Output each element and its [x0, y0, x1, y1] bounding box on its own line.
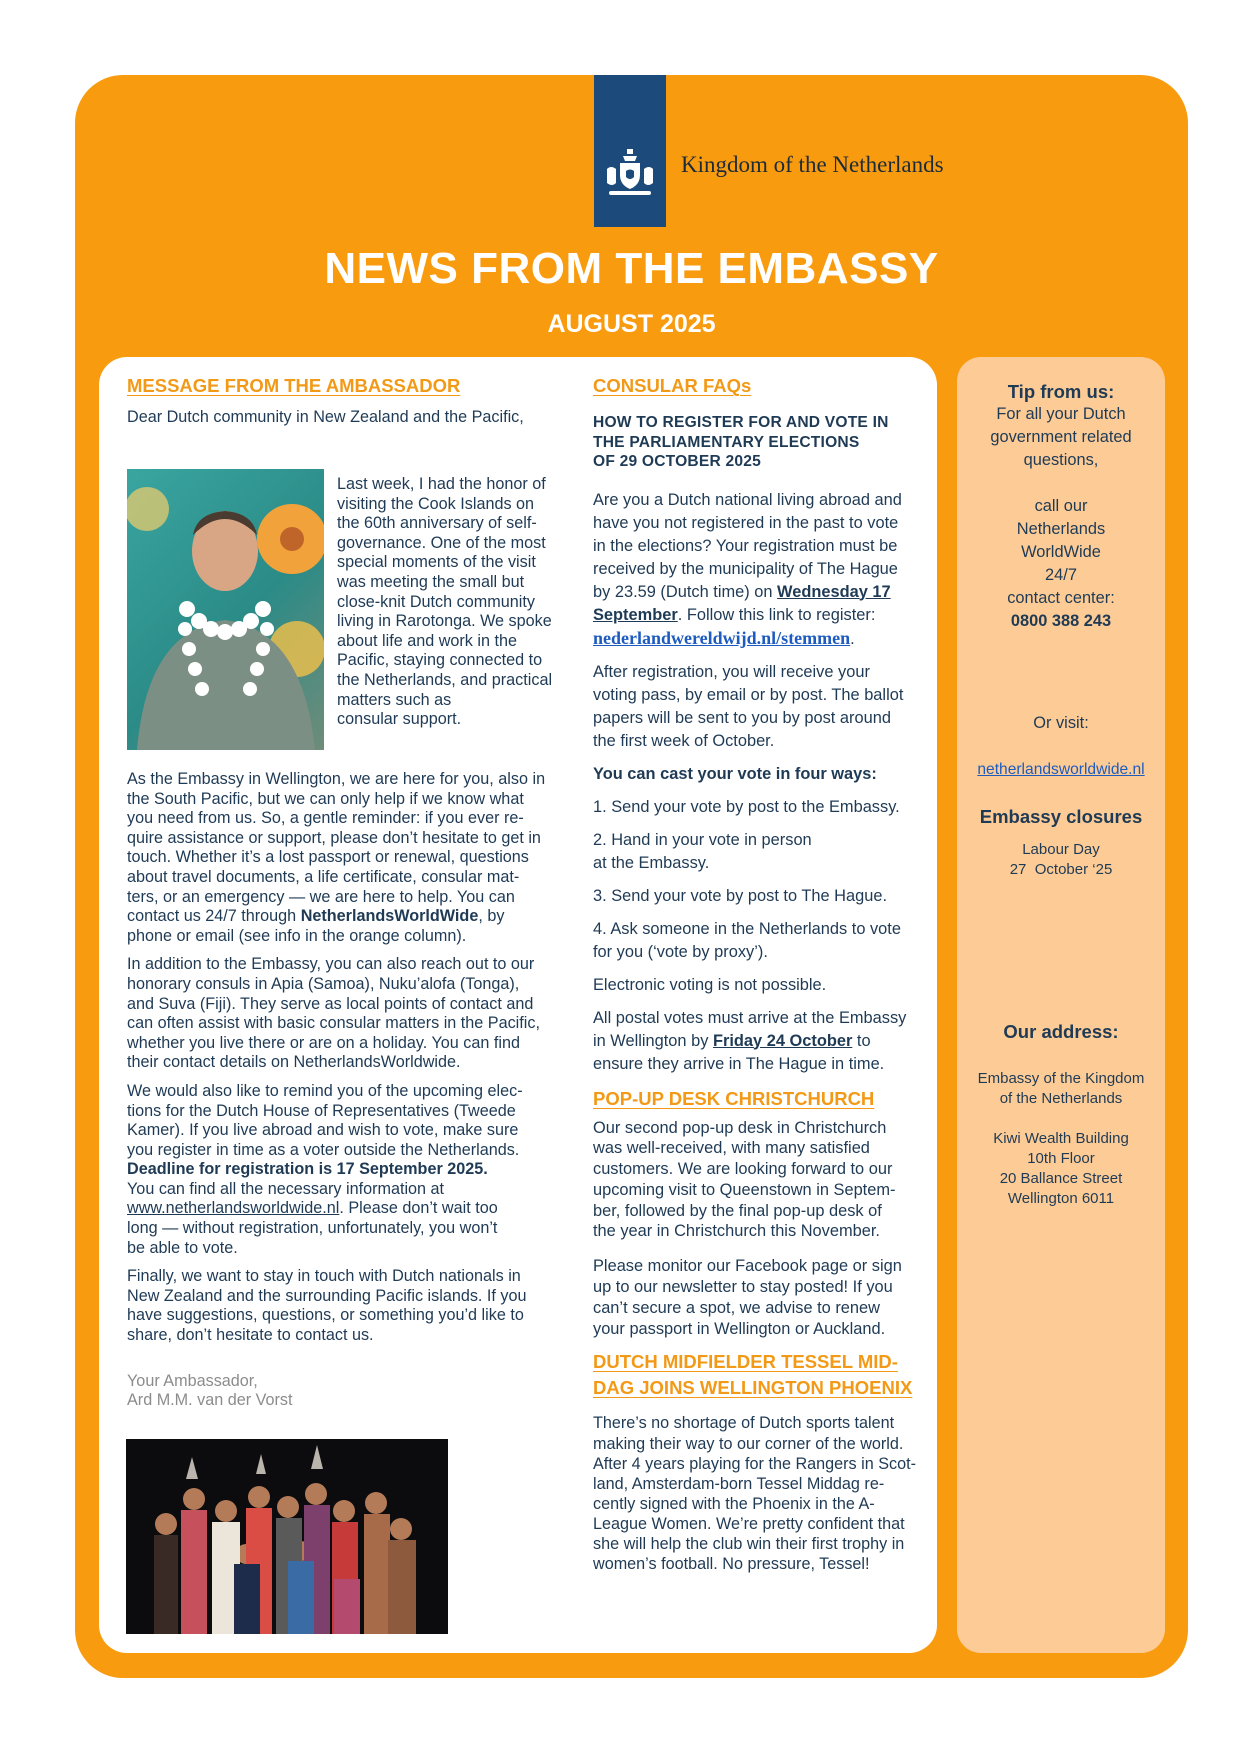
text-line — [593, 604, 919, 627]
popup-paragraph-1 — [593, 1118, 919, 1243]
text-span: contact us 24/7 through — [127, 907, 301, 926]
closures-heading: Embassy closures — [979, 806, 1143, 827]
text-line: whether you live there or are on a holiday. You can find — [127, 1033, 520, 1052]
popup-paragraph-2 — [593, 1256, 919, 1339]
text-line: at the Embassy. — [593, 853, 710, 872]
signature-block — [127, 1372, 577, 1411]
ambassador-intro — [337, 475, 577, 730]
text-line: There’s no shortage of Dutch sports talent — [593, 1414, 895, 1433]
worldwide-name: NetherlandsWorldWide — [300, 907, 479, 926]
visit-block — [957, 712, 1165, 781]
subheading-line: THE PARLIAMENTARY ELECTIONS — [593, 433, 860, 451]
text-line: was well-received, with many satisfied — [593, 1139, 870, 1158]
postal-votes-paragraph — [593, 1007, 919, 1076]
brand-name: Kingdom of the Netherlands — [681, 152, 944, 177]
call-line: Netherlands — [1016, 520, 1106, 538]
text-line: you need from us. So, a gentle reminder: if you ever re- — [127, 809, 524, 828]
text-line: nederlandwereldwijd.nl/stemmen. — [593, 627, 855, 648]
paragraph-stay-in-touch — [127, 1267, 577, 1345]
intro-line: the Netherlands, and practical — [337, 670, 553, 689]
intro-line: was meeting the small but — [337, 572, 525, 591]
text-line — [127, 907, 577, 927]
address-line: of the Netherlands — [999, 1090, 1123, 1107]
tip-heading: Tip from us: — [1007, 381, 1115, 402]
visit-link-line — [957, 758, 1165, 781]
ambassador-heading: MESSAGE FROM THE AMBASSADOR — [127, 375, 461, 396]
intro-line: Pacific, staying connected to — [337, 651, 543, 670]
text-line: have you not registered in the past to vote — [593, 513, 899, 532]
address-line: 20 Ballance Street — [999, 1170, 1123, 1187]
address-line — [957, 1109, 1165, 1129]
consular-column — [593, 373, 919, 1574]
text-line: the year in Christchurch this November. — [593, 1222, 880, 1241]
text-line: Kamer). If you live abroad and wish to vote, make sure — [127, 1121, 519, 1140]
subheading-line: OF 29 OCTOBER 2025 — [593, 453, 761, 470]
sports-paragraph — [593, 1413, 919, 1574]
text-line: As the Embassy in Wellington, we are here for you, also in — [127, 770, 546, 788]
intro-line: matters such as — [337, 690, 452, 709]
call-line: 24/7 — [1045, 566, 1077, 584]
text-line: voting pass, by email or by post. The ballot — [593, 685, 904, 704]
text-line: tions for the Dutch House of Representatives (Tweede — [127, 1101, 516, 1120]
text-line: can’t secure a spot, we advise to renew — [593, 1298, 880, 1317]
text-span: to — [852, 1031, 871, 1050]
royal-crest-icon — [603, 147, 657, 201]
voting-ways-heading: You can cast your vote in four ways: — [593, 764, 877, 783]
voting-pass-paragraph — [593, 661, 919, 753]
address-line: Wellington 6011 — [1007, 1190, 1115, 1207]
intro-line: consular support. — [337, 710, 462, 729]
ambassador-photo — [127, 469, 324, 750]
voting-way-2 — [593, 829, 919, 875]
tip-line: For all your Dutch — [996, 405, 1126, 423]
consular-heading: CONSULAR FAQs — [593, 375, 752, 396]
text-line: long — without registration, unfortunately, you won’t — [127, 1219, 498, 1238]
text-line: quire assistance or support, please don’t hesitate to get in — [127, 828, 541, 847]
text-line: received by the municipality of The Hague — [593, 559, 898, 578]
text-line: making their way to our corner of the world. — [593, 1434, 904, 1453]
postal-deadline-date: Friday 24 October — [712, 1031, 853, 1050]
text-line: All postal votes must arrive at the Embassy — [593, 1008, 907, 1027]
text-line: You can find all the necessary information at — [127, 1179, 445, 1198]
address-block — [957, 1021, 1165, 1209]
text-line: We would also like to remind you of the upcoming elec- — [127, 1081, 523, 1100]
text-line: cently signed with the Phoenix in the A- — [593, 1494, 875, 1513]
text-line — [127, 1199, 577, 1219]
text-span: in Wellington by — [593, 1031, 713, 1050]
registration-deadline: Deadline for registration is 17 September 2025. — [127, 1160, 488, 1179]
closure-name: Labour Day — [1022, 841, 1100, 858]
text-line: about travel documents, a life certificate, consular mat- — [127, 867, 520, 886]
call-line: call our — [1034, 497, 1088, 515]
deadline-date: Wednesday 17 — [777, 582, 891, 601]
voting-way-4 — [593, 918, 919, 964]
visit-label: Or visit: — [1033, 714, 1089, 732]
text-line: the first week of October. — [593, 731, 775, 750]
text-line: Our second pop-up desk in Christchurch — [593, 1118, 887, 1137]
text-line: share, don’t hesitate to contact us. — [127, 1326, 374, 1345]
address-heading: Our address: — [1003, 1021, 1119, 1042]
logo-band — [594, 75, 666, 227]
text-line: In addition to the Embassy, you can also reach out to our — [127, 955, 535, 974]
worldwide-sidebar-link[interactable]: netherlandsworldwide.nl — [977, 761, 1145, 778]
contact-phone[interactable]: 0800 388 243 — [1010, 612, 1112, 630]
electronic-voting-note: Electronic voting is not possible. — [593, 975, 827, 994]
text-line: can often assist with basic consular matters in the Pacific, — [127, 1014, 540, 1033]
text-line: in the elections? Your registration must be — [593, 536, 898, 555]
text-line: be able to vote. — [127, 1238, 238, 1257]
intro-line: close-knit Dutch community — [337, 592, 535, 611]
tip-line: government related — [990, 428, 1132, 446]
text-line: honorary consuls in Apia (Samoa), Nuku’alofa (Tonga), — [127, 974, 520, 993]
heading-line: DUTCH MIDFIELDER TESSEL MID- — [593, 1351, 898, 1373]
text-line: have suggestions, questions, or something you’d like to — [127, 1306, 524, 1325]
group-photo — [126, 1439, 448, 1634]
text-line: land, Amsterdam-born Tessel Middag re- — [593, 1474, 885, 1493]
text-line: ber, followed by the final pop-up desk of — [593, 1201, 882, 1220]
text-line: After registration, you will receive your — [593, 662, 870, 681]
group-photo-image — [126, 1439, 448, 1634]
closures-block — [957, 806, 1165, 880]
sports-heading — [593, 1349, 919, 1401]
address-line: Embassy of the Kingdom — [977, 1070, 1145, 1087]
text-line: their contact details on NetherlandsWorldwide. — [127, 1053, 461, 1072]
text-line: she will help the club win their first trophy in — [593, 1535, 905, 1554]
signoff: Your Ambassador, — [127, 1371, 258, 1390]
text-line: upcoming visit to Queenstown in Septem- — [593, 1180, 896, 1199]
ambassador-column — [127, 373, 565, 428]
paragraph-embassy — [127, 770, 577, 946]
intro-line: special moments of the visit — [337, 553, 536, 572]
address-line: Kiwi Wealth Building — [993, 1130, 1129, 1147]
stemmen-link[interactable]: nederlandwereldwijd.nl/stemmen — [593, 627, 851, 648]
intro-line: visiting the Cook Islands on — [337, 494, 535, 513]
text-line: your passport in Wellington or Auckland. — [593, 1319, 886, 1338]
call-line: contact center: — [1007, 589, 1115, 607]
text-line: you register in time as a voter outside the Netherlands. — [127, 1140, 520, 1159]
paragraph-consuls — [127, 955, 577, 1073]
text-line: and Suva (Fiji). They serve as local points of contact and — [127, 994, 534, 1013]
page-title: NEWS FROM THE EMBASSY — [324, 244, 939, 293]
text-line: Finally, we want to stay in touch with Dutch nationals in — [127, 1267, 521, 1286]
registration-paragraph — [593, 489, 919, 651]
text-span: by 23.59 (Dutch time) on — [593, 582, 778, 601]
text-line: phone or email (see info in the orange column). — [127, 926, 467, 945]
elections-subheading — [593, 413, 919, 472]
text-line: After 4 years playing for the Rangers in Scot- — [593, 1454, 917, 1473]
text-line: 2. Hand in your vote in person — [593, 830, 812, 849]
text-line: customers. We are looking forward to our — [593, 1160, 893, 1179]
tip-line: questions, — [1023, 451, 1099, 469]
issue-date: AUGUST 2025 — [547, 310, 716, 338]
text-line: for you (‘vote by proxy’). — [593, 942, 768, 961]
text-line: ters, or an emergency — we are here to help. You can — [127, 887, 515, 906]
ambassador-body — [127, 770, 577, 1411]
text-line — [593, 581, 919, 604]
intro-line: about life and work in the — [337, 631, 517, 650]
text-line: 4. Ask someone in the Netherlands to vote — [593, 919, 901, 938]
text-span: . Follow this link to register: — [677, 605, 876, 624]
address-lines — [957, 1069, 1165, 1209]
text-span: , by — [478, 907, 505, 926]
signature: Ard M.M. van der Vorst — [127, 1391, 293, 1410]
intro-line: the 60th anniversary of self- — [337, 514, 537, 533]
greeting: Dear Dutch community in New Zealand and the Pacific, — [127, 408, 524, 426]
text-line: touch. Whether it’s a lost passport or renewal, questions — [127, 848, 529, 867]
heading-line: DAG JOINS WELLINGTON PHOENIX — [593, 1377, 913, 1399]
closure-date: 27 October ‘25 — [1009, 861, 1113, 878]
paragraph-elections — [127, 1082, 577, 1258]
voting-way-3: 3. Send your vote by post to The Hague. — [593, 886, 888, 905]
intro-line: governance. One of the most — [337, 533, 546, 552]
text-line: Please monitor our Facebook page or sign — [593, 1257, 902, 1276]
call-line: WorldWide — [1021, 543, 1101, 561]
text-line: the South Pacific, but we can only help if we know what — [127, 789, 524, 808]
text-line: papers will be sent to you by post around — [593, 708, 891, 727]
ambassador-photo-image — [127, 469, 324, 750]
worldwide-website-link[interactable]: www.netherlandsworldwide.nl — [127, 1199, 340, 1218]
text-line: League Women. We’re pretty confident that — [593, 1514, 905, 1533]
text-line: women’s football. No pressure, Tessel! — [593, 1555, 870, 1574]
deadline-date: September — [593, 605, 678, 624]
text-line: ensure they arrive in The Hague in time. — [593, 1054, 885, 1073]
address-line: 10th Floor — [1027, 1150, 1095, 1167]
text-line: up to our newsletter to stay posted! If you — [593, 1278, 893, 1297]
text-span: . Please don’t wait too — [339, 1199, 498, 1218]
text-line — [593, 1030, 919, 1053]
text-line: Are you a Dutch national living abroad and — [593, 490, 902, 509]
tip-block — [957, 381, 1165, 633]
voting-way-1: 1. Send your vote by post to the Embassy. — [593, 797, 900, 816]
popup-heading: POP-UP DESK CHRISTCHURCH — [593, 1087, 875, 1109]
text-line: New Zealand and the surrounding Pacific islands. If you — [127, 1286, 527, 1305]
subheading-line: HOW TO REGISTER FOR AND VOTE IN — [593, 414, 889, 431]
intro-line: Last week, I had the honor of — [337, 475, 546, 493]
intro-line: living in Rarotonga. We spoke — [337, 612, 552, 631]
